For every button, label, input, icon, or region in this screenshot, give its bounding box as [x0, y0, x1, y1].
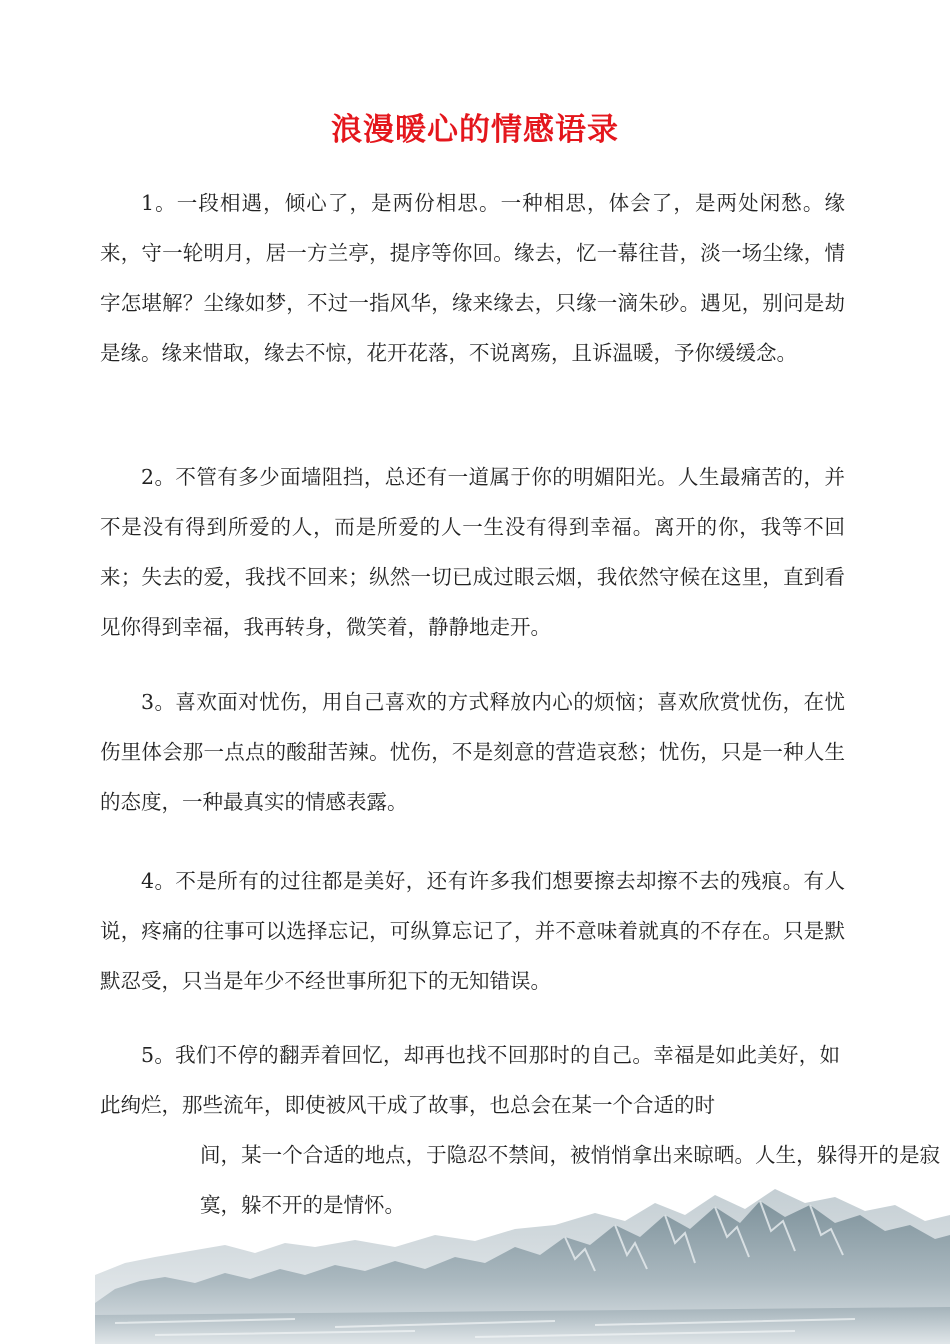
paragraph-3: 3。喜欢面对忧伤，用自己喜欢的方式释放内心的烦恼；喜欢欣赏忧伤，在忧伤里体会那一点点的酸甜苦辣。忧伤，不是刻意的营造哀愁；忧伤，只是一种人生的态度，一种最真实的情感表露。 [100, 690, 845, 814]
document-title: 浪漫暖心的情感语录 [331, 112, 619, 148]
paragraph-5-part-2: 间，某一个合适的地点，于隐忍不禁间，被悄悄拿出来晾晒。人生，躲得开的是寂寞，躲不开的是情怀。 [200, 1143, 940, 1217]
paragraph-1: 1。一段相遇，倾心了，是两份相思。一种相思，体会了，是两处闲愁。缘来，守一轮明月，居一方兰亭，提序等你回。缘去，忆一幕往昔，淡一场尘缘，情字怎堪解？尘缘如梦，不过一指风华，缘来缘去，只缘一滴朱砂。遇见，别问是劫是缘。缘来惜取，缘去不惊，花开花落，不说离殇，且诉温暖，予你缓缓念。 [100, 191, 845, 365]
paragraph-2: 2。不管有多少面墙阻挡，总还有一道属于你的明媚阳光。人生最痛苦的，并不是没有得到所爱的人，而是所爱的人一生没有得到幸福。离开的你，我等不回来；失去的爱，我找不回来；纵然一切已成过眼云烟，我依然守候在这里，直到看见你得到幸福，我再转身，微笑着，静静地走开。 [100, 465, 845, 639]
paragraph-5-part-1: 5。我们不停的翻弄着回忆，却再也找不回那时的自己。幸福是如此美好，如此绚烂，那些流年，即使被风干成了故事，也总会在某一个合适的时 [100, 1043, 840, 1117]
paragraph-4: 4。不是所有的过往都是美好，还有许多我们想要擦去却擦不去的残痕。有人说，疼痛的往事可以选择忘记，可纵算忘记了，并不意味着就真的不存在。只是默默忍受，只当是年少不经世事所犯下的无知错误。 [100, 869, 845, 993]
